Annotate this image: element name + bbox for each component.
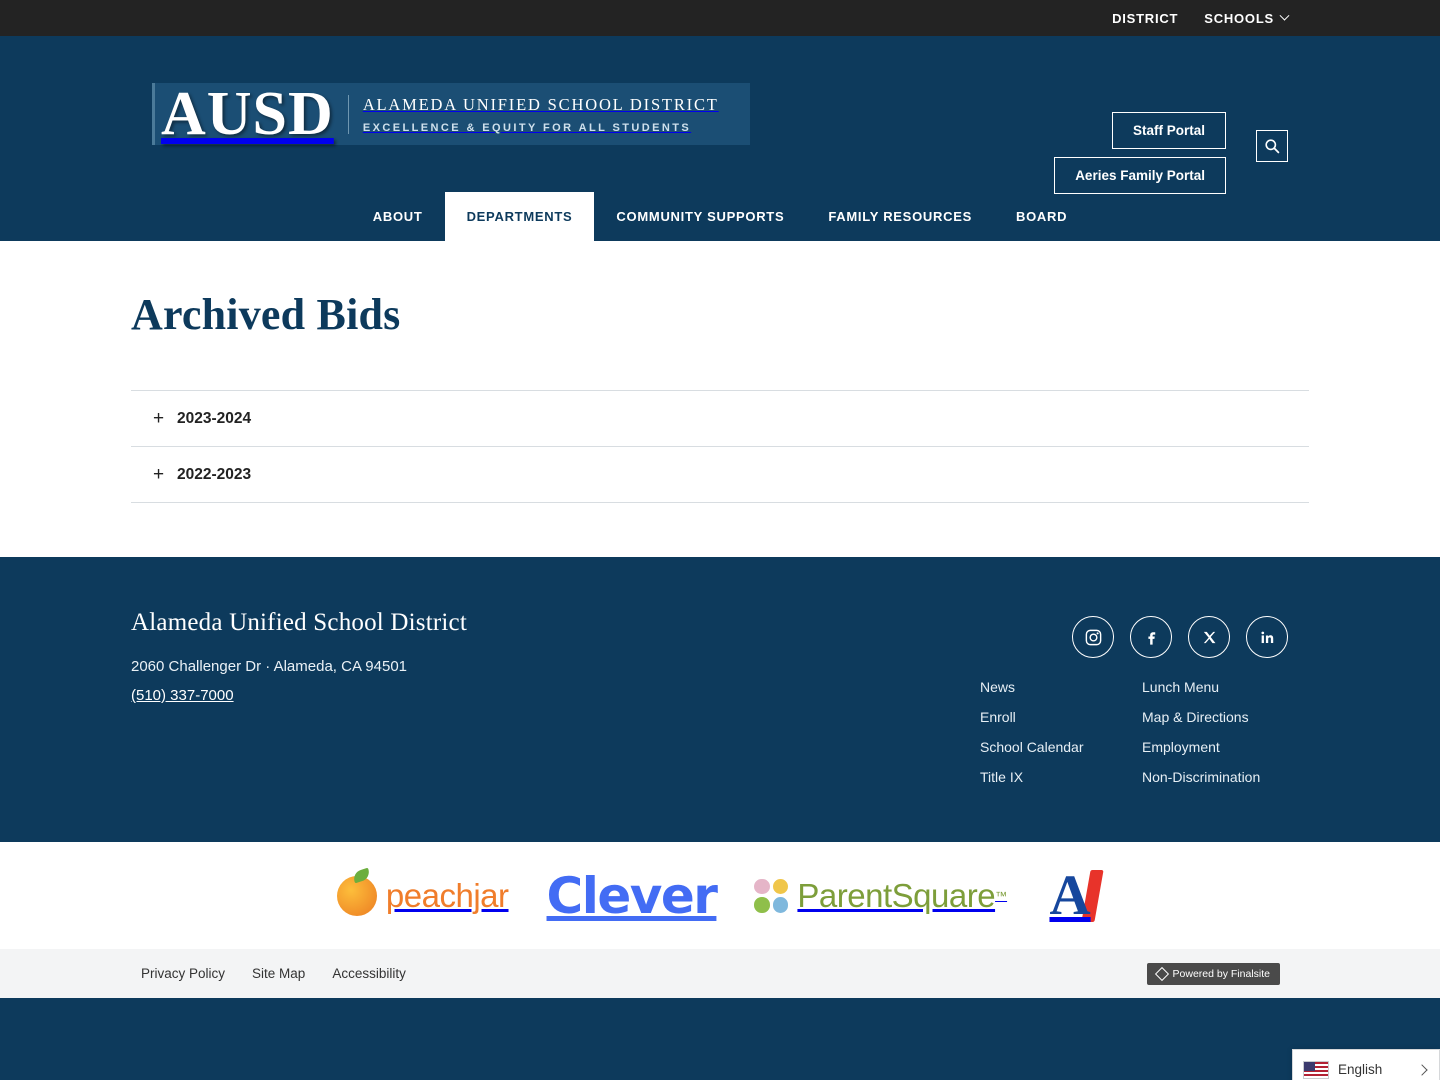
nav-item-about[interactable]: ABOUT [372,209,423,224]
social-instagram[interactable] [1072,616,1114,658]
partner-peachjar-label: peachjar [385,876,509,914]
search-button[interactable] [1256,130,1288,162]
legal-link-privacy-policy[interactable]: Privacy Policy [141,966,226,981]
partner-parentsquare-tm: ™ [995,888,1008,903]
footer-district-name: Alameda Unified School District [131,609,467,636]
accordion-label: 2023-2024 [177,409,252,427]
peach-icon [337,876,377,916]
site-logo[interactable] [152,82,750,146]
accordion-item-2022-2023[interactable] [131,447,1309,503]
social-links [1072,616,1288,658]
main-navigation [0,192,1440,241]
site-footer [0,557,1440,842]
linkedin-icon [1258,628,1277,647]
accordion-label: 2022-2023 [177,465,252,483]
main-content [0,241,1440,557]
footer-link-enroll[interactable]: Enroll [980,709,1016,725]
partner-parentsquare-label: ParentSquare [797,876,996,914]
archived-bids-accordion [131,390,1309,503]
nav-item-departments[interactable]: DEPARTMENTS [445,192,595,241]
legal-link-site-map[interactable]: Site Map [252,966,306,981]
social-facebook[interactable] [1130,616,1172,658]
instagram-icon [1084,628,1103,647]
utility-link-district-label: DISTRICT [1112,10,1179,26]
portal-buttons [1054,112,1226,194]
footer-link-school-calendar[interactable]: School Calendar [980,739,1084,755]
partner-apple-a[interactable] [1045,864,1103,927]
footer-link-lunch-menu[interactable]: Lunch Menu [1142,679,1220,695]
footer-link-map-directions[interactable]: Map & Directions [1142,709,1249,725]
chevron-down-icon [1280,10,1290,20]
legal-bar [0,949,1440,998]
footer-link-non-discrimination[interactable]: Non-Discrimination [1142,769,1261,785]
partner-apple-a-label: A [1049,864,1091,927]
nav-item-family-resources[interactable]: FAMILY RESOURCES [828,209,972,224]
utility-link-schools-label: SCHOOLS [1204,10,1274,26]
partner-clever[interactable] [547,867,717,925]
finalsite-diamond-icon [1154,966,1168,980]
search-icon [1264,138,1280,154]
aeries-family-portal-button[interactable]: Aeries Family Portal [1054,157,1226,194]
partner-clever-label: Clever [546,866,717,925]
nav-item-community-supports[interactable]: COMMUNITY SUPPORTS [616,209,785,224]
us-flag-icon [1303,1061,1329,1079]
parentsquare-icon [754,879,788,913]
logo-text-block [348,95,719,134]
nav-item-board[interactable]: BOARD [1015,209,1068,224]
footer-address: 2060 Challenger Dr · Alameda, CA 94501 [131,658,408,675]
powered-by-finalsite-badge[interactable] [1147,963,1280,985]
logo-box [152,80,750,148]
utility-link-district[interactable] [1112,11,1178,26]
footer-phone-link[interactable]: (510) 337-7000 [131,687,234,704]
utility-bar [0,0,1440,36]
social-linkedin[interactable] [1246,616,1288,658]
footer-link-news[interactable]: News [980,679,1016,695]
partner-parentsquare[interactable] [754,877,1007,915]
page-title: Archived Bids [131,290,401,339]
chevron-right-icon [1416,1064,1427,1075]
bottom-strip [0,998,1440,1080]
footer-link-employment[interactable]: Employment [1142,739,1220,755]
plus-icon: + [153,408,165,429]
powered-by-finalsite-label: Powered by Finalsite [1172,967,1270,980]
logo-acronym: AUSD [161,80,334,148]
site-header [0,36,1440,241]
footer-links [980,679,1260,785]
logo-district-name: ALAMEDA UNIFIED SCHOOL DISTRICT [362,94,719,114]
x-twitter-icon [1201,629,1218,646]
plus-icon: + [153,464,165,485]
language-selector-label: English [1338,1062,1383,1077]
language-selector[interactable] [1292,1049,1440,1080]
partner-logos [0,842,1440,949]
facebook-icon [1142,628,1161,647]
logo-tagline: EXCELLENCE & EQUITY FOR ALL STUDENTS [362,121,692,134]
utility-link-schools[interactable] [1204,11,1288,26]
footer-link-title-ix[interactable]: Title IX [980,769,1024,785]
accordion-item-2023-2024[interactable] [131,391,1309,447]
social-x-twitter[interactable] [1188,616,1230,658]
partner-peachjar[interactable] [337,876,509,916]
staff-portal-button[interactable]: Staff Portal [1112,112,1226,149]
legal-link-accessibility[interactable]: Accessibility [332,966,406,981]
